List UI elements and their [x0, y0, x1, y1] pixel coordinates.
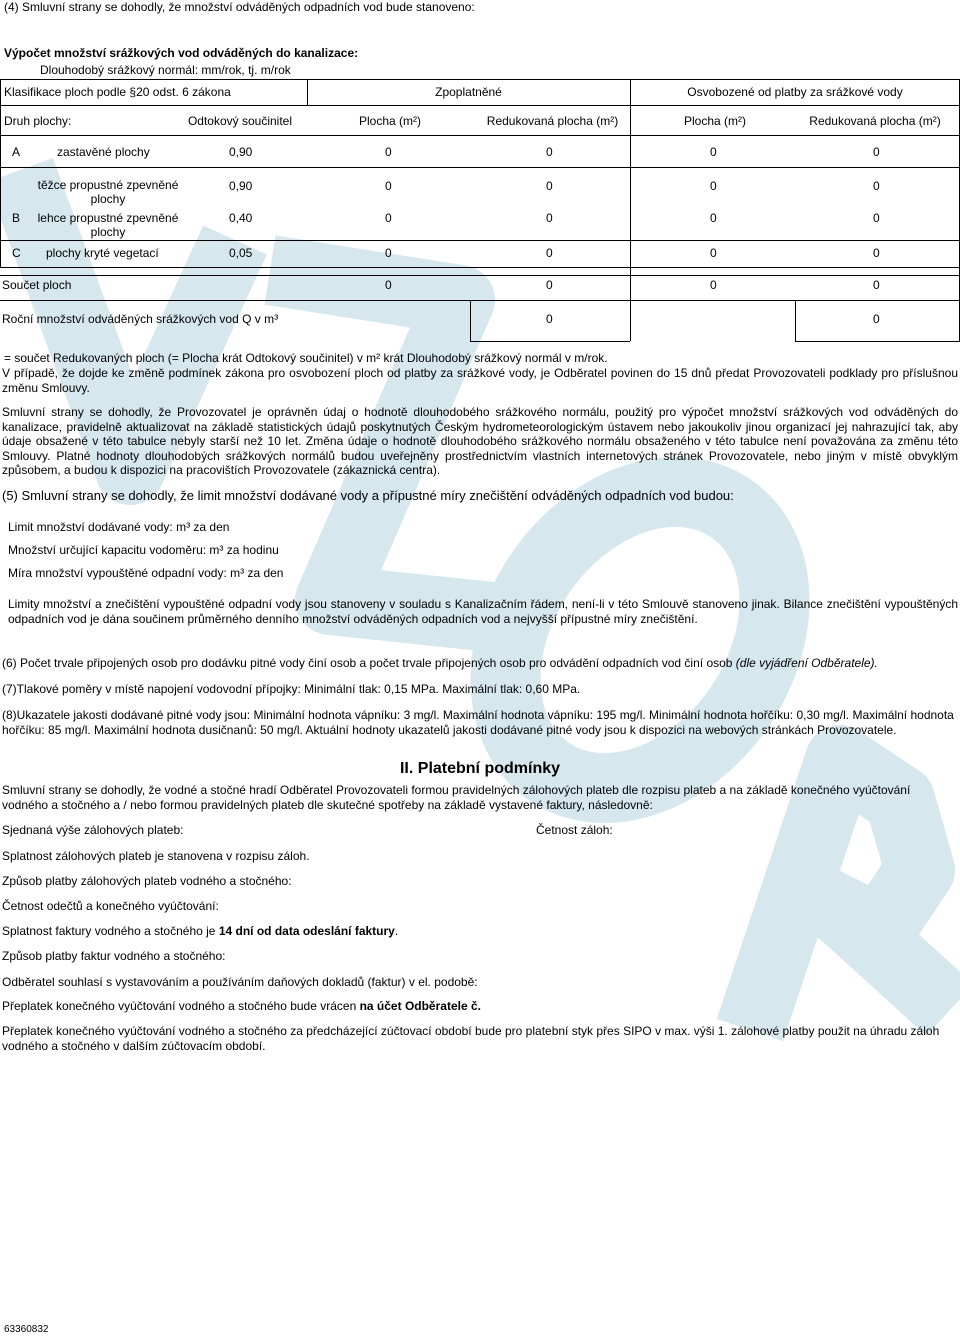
- rainfall-normal: Dlouhodobý srážkový normál: mm/rok, tj. m/rok: [40, 63, 291, 77]
- payment-intro: Smluvní strany se dohodly, že vodné a stočné hradí Odběratel Provozovateli formou pravidelných zálohových plateb dle rozpisu plateb a na základě konečného vyúčtování vodného a stočného a / nebo formou pravidelných plateb dle skutečné spotřeby na základě vystavené faktury, následovně:: [2, 783, 911, 812]
- row-b-category: B: [12, 211, 21, 225]
- row-a-coef: 0,90: [229, 145, 253, 159]
- section6: [2, 656, 878, 670]
- sum-reduced: 0: [546, 278, 553, 292]
- advance-amount-label: Sjednaná výše zálohových plateb:: [2, 823, 184, 837]
- row-c-name: plochy kryté vegetací: [46, 246, 159, 260]
- col-surface-type: Druh plochy:: [4, 114, 72, 128]
- limits-paragraph: Limity množství a znečištění vypouštěné odpadní vody jsou stanoveny v souladu s Kanalizačním řádem, není-li v této Smlouvě stanoveno jinak. Bilance znečištění vypouštěných odpadních vod je dána součinem průměrného denního množství odváděných odpadních vod a nejvyšší přípustné míry znečištění.: [8, 597, 958, 626]
- table-border: [0, 105, 960, 106]
- col-runoff-coef: Odtokový součinitel: [187, 114, 293, 128]
- overpayment-refund: [2, 999, 481, 1013]
- invoice-due-end: .: [394, 924, 399, 938]
- section7: (7)Tlakové poměry v místě napojení vodovodní přípojky: Minimální tlak: 0,15 MPa. Maximální tlak: 0,60 MPa.: [2, 682, 581, 696]
- table-border: [0, 240, 960, 241]
- section4-intro: (4) Smluvní strany se dohodly, že množství odváděných odpadních vod bude stanoveno:: [4, 0, 475, 14]
- row-b1-coef: 0,90: [229, 179, 253, 193]
- row-a-area-exempt: 0: [710, 145, 717, 159]
- calc-title: Výpočet množství srážkových vod odváděných do kanalizace:: [4, 46, 359, 60]
- sum-reduced-exempt: 0: [873, 278, 880, 292]
- annual-volume-label: Roční množství odváděných srážkových vod Q v m³: [2, 312, 279, 326]
- reading-frequency-label: Četnost odečtů a konečného vyúčtování:: [2, 899, 219, 913]
- invoice-due-text: Splatnost faktury vodného a stočného je: [2, 924, 219, 938]
- row-b2-area: 0: [385, 211, 392, 225]
- table-border: [795, 300, 796, 341]
- row-c-category: C: [12, 246, 21, 260]
- table-border: [0, 79, 960, 80]
- limit-meter: Množství určující kapacitu vodoměru: m³ za hodinu: [8, 543, 279, 557]
- invoice-due-days: 14 dní od data odeslání faktury: [218, 924, 395, 938]
- invoice-due: [2, 924, 398, 938]
- table-header-exempt: Osvobozené od platby za srážkové vody: [687, 85, 903, 99]
- section6-text: (6) Počet trvale připojených osob pro dodávku pitné vody činí osob a počet trvale připojených osob pro odvádění odpadních vod činí osob: [2, 656, 736, 670]
- limit-discharge: Míra množství vypouštěné odpadní vody: m³ za den: [8, 566, 284, 580]
- row-b1-area: 0: [385, 179, 392, 193]
- e-invoice-consent: Odběratel souhlasí s vystavováním a používáním daňových dokladů (faktur) v el. podobě:: [2, 975, 478, 989]
- note-formula: = součet Redukovaných ploch (= Plocha krát Odtokový součinitel) v m² krát Dlouhodobý srážkový normál v m/rok.: [4, 351, 608, 365]
- section6-note: (dle vyjádření Odběratele).: [735, 656, 878, 670]
- annual-volume-charged: 0: [546, 312, 553, 326]
- table-header-charged: Zpoplatněné: [435, 85, 502, 99]
- table-border: [795, 341, 960, 342]
- table-border: [0, 267, 960, 268]
- row-b2-coef: 0,40: [229, 211, 253, 225]
- note-change: V případě, že dojde ke změně podmínek zákona pro osvobození ploch od platby za srážkové vody, je Odběratel povinen do 15 dnů předat Provozovateli podklady pro příslušnou změnu Smlouvy.: [2, 366, 958, 395]
- row-b1-area-exempt: 0: [710, 179, 717, 193]
- row-c-reduced: 0: [546, 246, 553, 260]
- document-code: 63360832: [4, 1324, 49, 1335]
- note-normal-update: Smluvní strany se dohodly, že Provozovatel je oprávněn údaj o hodnotě dlouhodobého srážkového normálu, použitý pro výpočet množství srážkových vod odváděných do kanalizace, pravidelně aktualizovat na základě statistických údajů poskytnutých Českým hydrometeorologickým ústavem nebo jakoukoliv jinou organizací jej nahrazující tak, aby údaje obsažené v této tabulce nebyly starší než 10 let. Změna údaje o hodnotě dlouhodobého srážkového normálu obsaženého v této tabulce není považována za změnu této Smlouvy. Platné hodnoty dlouhodobých srážkových normálů budou uveřejněny prostřednictvím vlastních internetových stránek Provozovatele, nebo jiným v místě obvyklým způsobem, a budou k dispozici na pracovištích Provozovatele (zákaznická centra).: [2, 405, 958, 477]
- advance-due: Splatnost zálohových plateb je stanovena v rozpisu záloh.: [2, 849, 310, 863]
- row-c-reduced-exempt: 0: [873, 246, 880, 260]
- row-b2-name: lehce propustné zpevněné plochy: [37, 211, 179, 239]
- overpayment-account: na účet Odběratele č.: [359, 999, 481, 1013]
- table-border: [0, 167, 960, 168]
- col-reduced-area-exempt: Redukovaná plocha (m²): [809, 114, 941, 128]
- sum-area: 0: [385, 278, 392, 292]
- table-border: [470, 300, 471, 341]
- payment-terms-heading: II. Platební podmínky: [399, 760, 561, 777]
- col-reduced-area: Redukovaná plocha (m²): [486, 114, 619, 128]
- row-c-area: 0: [385, 246, 392, 260]
- advance-method-label: Způsob platby zálohových plateb vodného a stočného:: [2, 874, 292, 888]
- table-header-classification: Klasifikace ploch podle §20 odst. 6 zákona: [4, 85, 231, 99]
- row-c-area-exempt: 0: [710, 246, 717, 260]
- advance-frequency-label: Četnost záloh:: [536, 823, 613, 837]
- row-b1-reduced-exempt: 0: [873, 179, 880, 193]
- row-b1-name: těžce propustné zpevněné plochy: [37, 178, 179, 206]
- annual-volume-exempt: 0: [873, 312, 880, 326]
- row-b1-reduced: 0: [546, 179, 553, 193]
- table-border: [0, 135, 960, 136]
- table-border: [0, 300, 960, 301]
- table-border: [470, 341, 630, 342]
- sum-label: Součet ploch: [2, 278, 72, 292]
- row-a-reduced: 0: [546, 145, 553, 159]
- table-border: [0, 275, 960, 276]
- overpayment-text: Přeplatek konečného vyúčtování vodného a stočného bude vrácen: [2, 999, 360, 1013]
- row-a-reduced-exempt: 0: [873, 145, 880, 159]
- col-area-exempt: Plocha (m²): [683, 114, 746, 128]
- section8: (8)Ukazatele jakosti dodávané pitné vody jsou: Minimální hodnota vápníku: 3 mg/l. Maximální hodnota vápníku: 195 mg/l. Minimální hodnota hořčíku: 0,30 mg/l. Maximální hodnota hořčíku: 85 mg/l. Maximální hodnota dusičnanů: 50 mg/l. Aktuální hodnoty ukazatelů jakosti dodávané pitné vody jsou k dispozici na webových stránkách Provozovatele.: [2, 708, 954, 737]
- table-border: [0, 79, 1, 268]
- overpayment-sipo: Přeplatek konečného vyúčtování vodného a stočného za předcházející zúčtovací období bude pro platební styk přes SIPO v max. výši 1. zálohové platby použit na úhradu záloh vodného a stočného v dalším zúčtovacím období.: [2, 1024, 940, 1053]
- section5-title: (5) Smluvní strany se dohodly, že limit množství dodávané vody a přípustné míry znečištění odváděných odpadních vod budou:: [2, 488, 734, 503]
- invoice-method-label: Způsob platby faktur vodného a stočného:: [2, 949, 226, 963]
- row-c-coef: 0,05: [229, 246, 253, 260]
- row-b2-reduced-exempt: 0: [873, 211, 880, 225]
- limit-supply: Limit množství dodávané vody: m³ za den: [8, 520, 230, 534]
- sum-area-exempt: 0: [710, 278, 717, 292]
- col-area: Plocha (m²): [358, 114, 421, 128]
- row-a-name: zastavěné plochy: [57, 145, 150, 159]
- row-b2-reduced: 0: [546, 211, 553, 225]
- row-a-area: 0: [385, 145, 392, 159]
- row-a-category: A: [12, 145, 21, 159]
- row-b2-area-exempt: 0: [710, 211, 717, 225]
